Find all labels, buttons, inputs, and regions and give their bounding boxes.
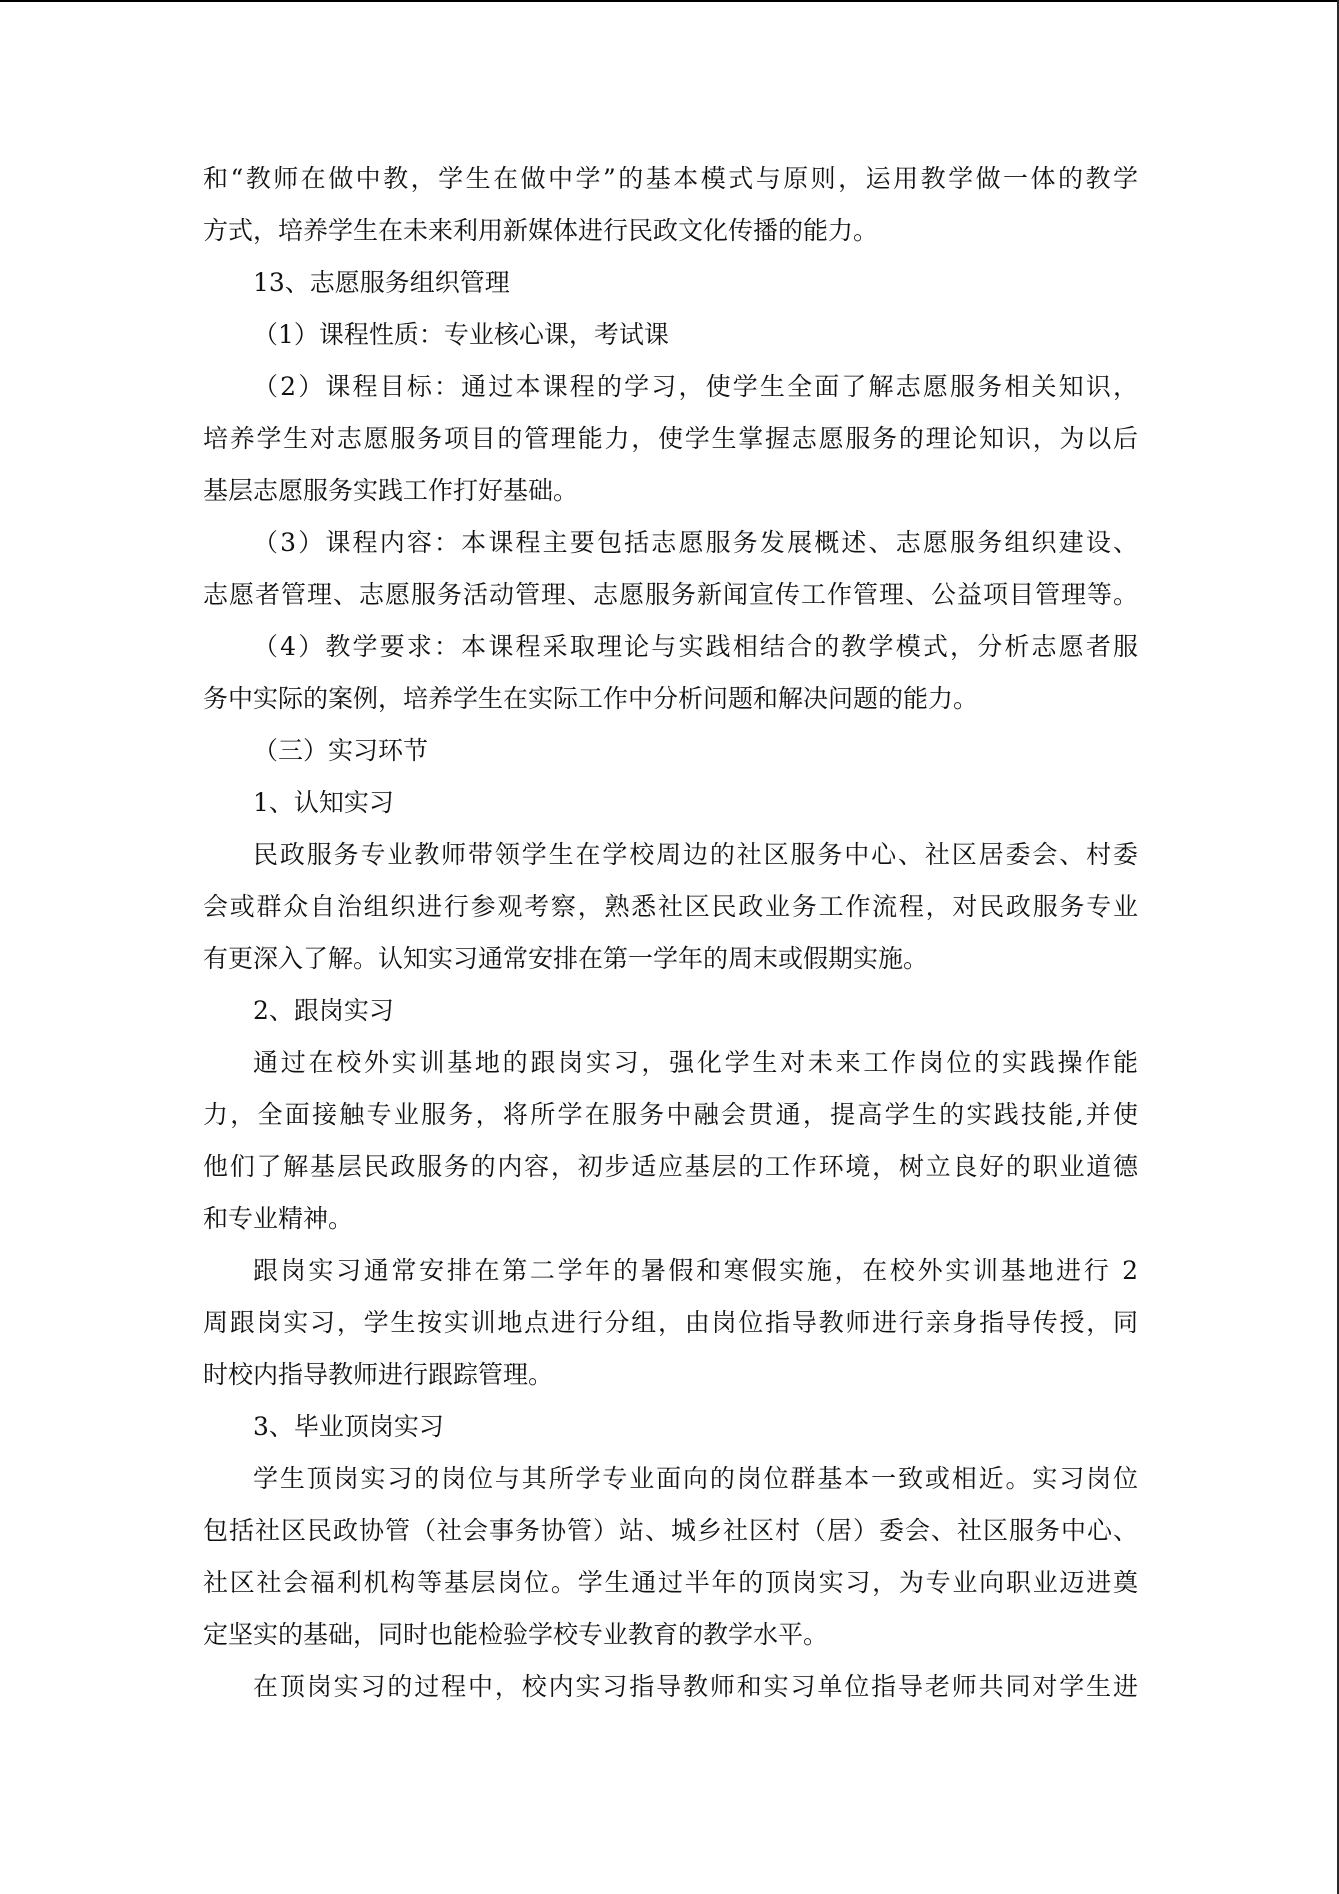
- text-line: （2）课程目标：通过本课程的学习，使学生全面了解志愿服务相关知识，: [253, 372, 1138, 401]
- text-line: 跟岗实习通常安排在第二学年的暑假和寒假实施，在校外实训基地进行 2: [253, 1256, 1138, 1285]
- section-heading: 2、跟岗实习: [253, 996, 394, 1025]
- text-line: 培养学生对志愿服务项目的管理能力，使学生掌握志愿服务的理论知识，为以后: [203, 424, 1138, 453]
- text-line: 他们了解基层民政服务的内容，初步适应基层的工作环境，树立良好的职业道德: [203, 1152, 1138, 1181]
- text-line: 方式，培养学生在未来利用新媒体进行民政文化传播的能力。: [203, 216, 879, 245]
- text-line: 社区社会福利机构等基层岗位。学生通过半年的顶岗实习，为专业向职业迈进奠: [203, 1568, 1138, 1597]
- section-heading: （三）实习环节: [253, 736, 429, 765]
- text-line: 和“教师在做中教，学生在做中学”的基本模式与原则，运用教学做一体的教学: [203, 164, 1138, 193]
- text-line: 力，全面接触专业服务，将所学在服务中融会贯通，提高学生的实践技能,并使: [203, 1100, 1138, 1129]
- text-line: 和专业精神。: [203, 1204, 354, 1233]
- text-line: （1）课程性质：专业核心课，考试课: [253, 320, 669, 349]
- text-line: 包括社区民政协管（社会事务协管）站、城乡社区村（居）委会、社区服务中心、: [203, 1516, 1138, 1545]
- document-body: [203, 153, 1138, 1713]
- text-line: 有更深入了解。认知实习通常安排在第一学年的周末或假期实施。: [203, 944, 929, 973]
- section-heading: 3、毕业顶岗实习: [253, 1412, 444, 1441]
- section-heading: 13、志愿服务组织管理: [253, 268, 510, 297]
- text-line: 会或群众自治组织进行参观考察，熟悉社区民政业务工作流程，对民政服务专业: [203, 892, 1138, 921]
- text-line: 务中实际的案例，培养学生在实际工作中分析问题和解决问题的能力。: [203, 684, 979, 713]
- text-line: 志愿者管理、志愿服务活动管理、志愿服务新闻宣传工作管理、公益项目管理等。: [203, 580, 1138, 609]
- text-line: 周跟岗实习，学生按实训地点进行分组，由岗位指导教师进行亲身指导传授，同: [203, 1308, 1138, 1337]
- text-line: 时校内指导教师进行跟踪管理。: [203, 1360, 554, 1389]
- text-line: 在顶岗实习的过程中，校内实习指导教师和实习单位指导老师共同对学生进: [253, 1672, 1138, 1701]
- text-line: 定坚实的基础，同时也能检验学校专业教育的教学水平。: [203, 1620, 829, 1649]
- text-line: 通过在校外实训基地的跟岗实习，强化学生对未来工作岗位的实践操作能: [253, 1048, 1138, 1077]
- text-line: 基层志愿服务实践工作打好基础。: [203, 476, 579, 505]
- page-top-border: [0, 0, 1339, 2]
- text-line: （4）教学要求：本课程采取理论与实践相结合的教学模式，分析志愿者服: [253, 632, 1138, 661]
- section-heading: 1、认知实习: [253, 788, 394, 817]
- text-line: （3）课程内容：本课程主要包括志愿服务发展概述、志愿服务组织建设、: [253, 528, 1138, 557]
- text-line: 民政服务专业教师带领学生在学校周边的社区服务中心、社区居委会、村委: [253, 840, 1138, 869]
- text-line: 学生顶岗实习的岗位与其所学专业面向的岗位群基本一致或相近。实习岗位: [253, 1464, 1138, 1493]
